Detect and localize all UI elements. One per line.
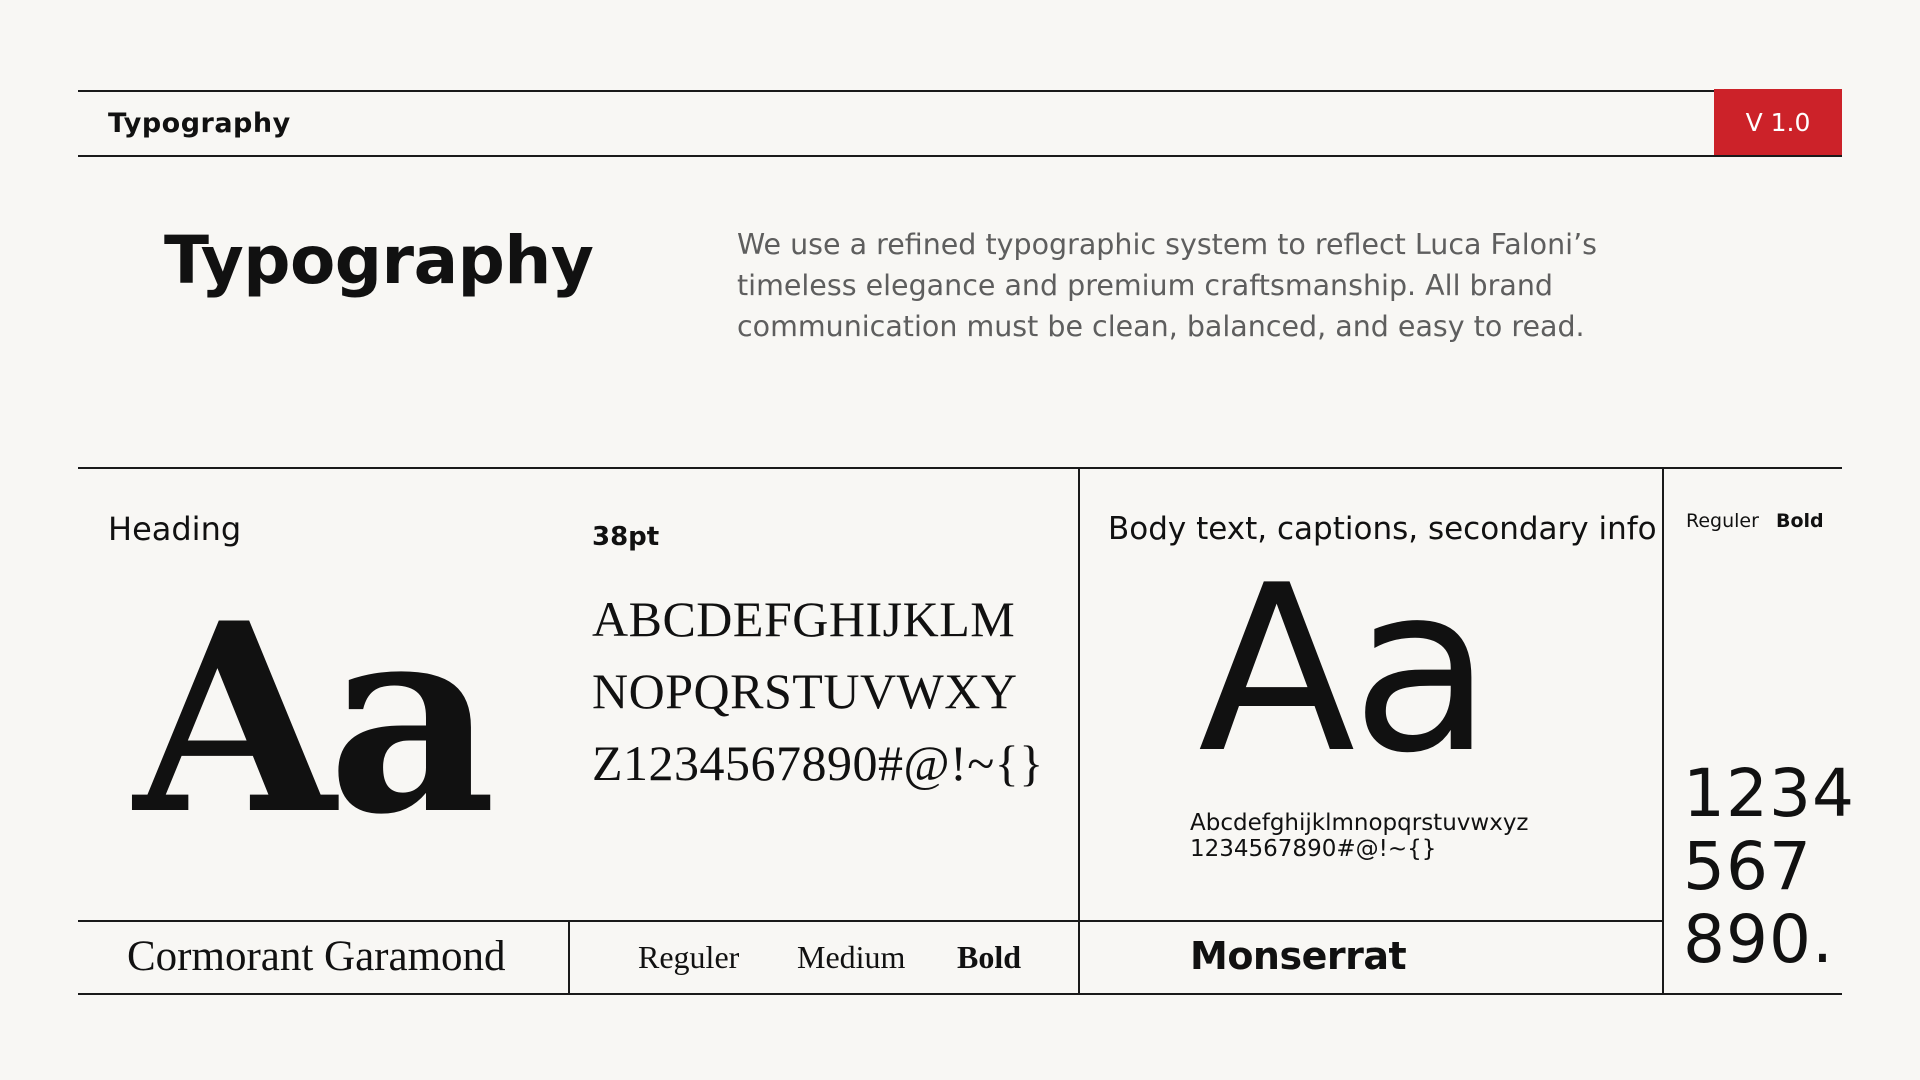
intro-description: We use a refined typographic system to reflect Luca Faloni’s timeless elegance and premium craftsmanship. All brand communication must be clean, balanced, and easy to read. bbox=[737, 228, 1597, 343]
heading-font-label: Heading bbox=[108, 510, 242, 548]
numerals-weight-regular: Reguler bbox=[1686, 510, 1759, 532]
version-badge bbox=[1714, 89, 1842, 155]
body-lowercase-sample: Abcdefghijklmnopqrstuvwxyz bbox=[1190, 810, 1529, 836]
grid-footer-rule bbox=[78, 920, 1663, 922]
heading-weight-medium: Medium bbox=[797, 939, 906, 975]
body-font-label: Body text, captions, secondary info bbox=[1108, 511, 1657, 547]
heading-weight-bold: Bold bbox=[957, 939, 1022, 975]
heading-glyph-row: NOPQRSTUVWXY bbox=[592, 663, 1018, 719]
grid-divider-footer-weights bbox=[568, 920, 570, 995]
body-font-name: Monserrat bbox=[1190, 934, 1407, 978]
numeral-row: 567 bbox=[1683, 828, 1812, 905]
grid-divider-heading-body bbox=[1078, 467, 1080, 995]
heading-glyph-row: Z1234567890#@!~{} bbox=[592, 735, 1044, 791]
heading-glyph-row: ABCDEFGHIJKLM bbox=[592, 591, 1016, 647]
grid-top-rule bbox=[78, 467, 1842, 469]
numerals-weight-bold: Bold bbox=[1776, 510, 1824, 532]
heading-font-name: Cormorant Garamond bbox=[127, 933, 506, 980]
numeral-row: 890. bbox=[1683, 901, 1834, 978]
numeral-row: 1234 bbox=[1683, 755, 1855, 832]
header-title: Typography bbox=[108, 108, 291, 139]
header-bottom-rule bbox=[78, 155, 1842, 157]
grid-bottom-rule bbox=[78, 993, 1842, 995]
body-number-sample: 1234567890#@!~{} bbox=[1190, 836, 1437, 862]
grid-divider-body-numerals bbox=[1662, 467, 1664, 995]
version-label: V 1.0 bbox=[1745, 107, 1811, 137]
heading-font-sample: Aa bbox=[134, 567, 489, 872]
body-font-sample: Aa bbox=[1198, 537, 1489, 804]
page-title: Typography bbox=[164, 222, 594, 299]
header-top-rule bbox=[78, 90, 1842, 92]
heading-weight-regular: Reguler bbox=[638, 939, 740, 975]
heading-font-size: 38pt bbox=[592, 522, 660, 552]
